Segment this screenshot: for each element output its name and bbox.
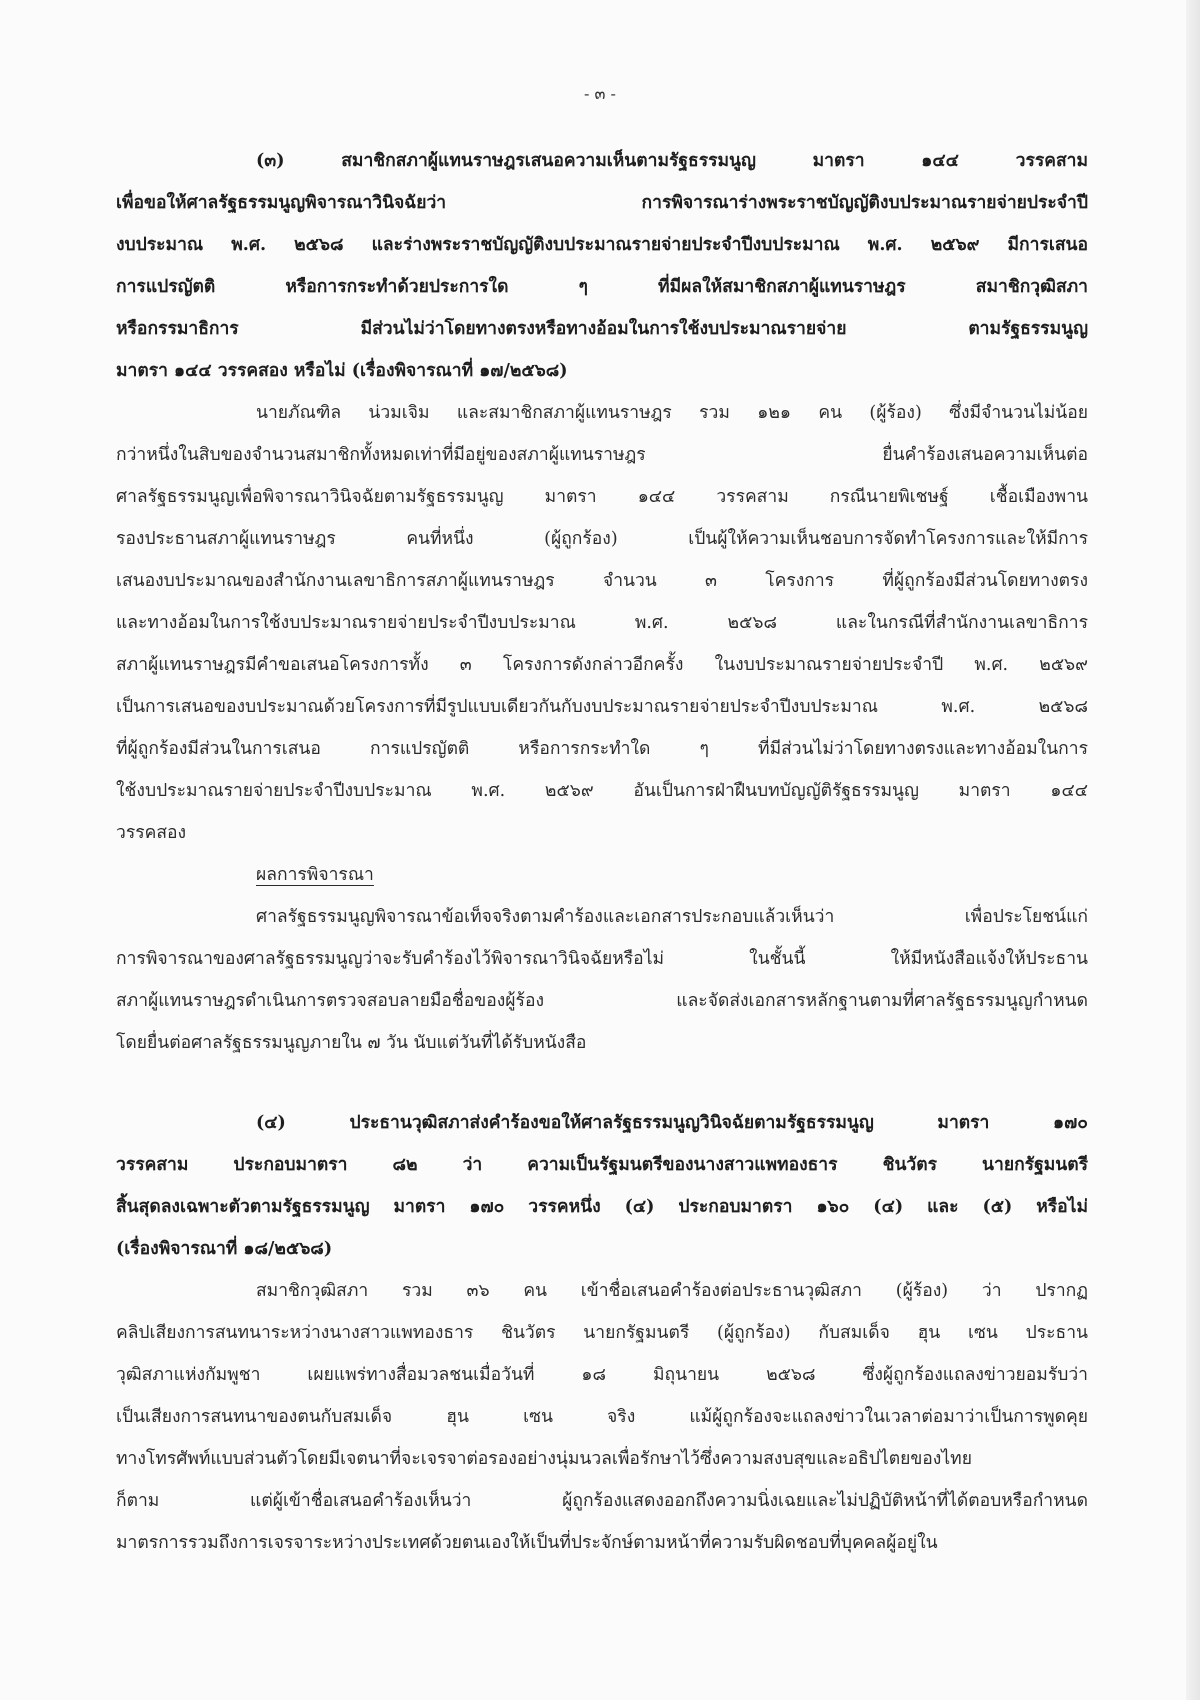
section-title-line: (เรื่องพิจารณาที่ ๑๘/๒๕๖๘) bbox=[116, 1239, 333, 1259]
paragraph-line: วรรคสอง bbox=[116, 823, 187, 843]
paragraph-line: นายภัณฑิล น่วมเจิม และสมาชิกสภาผู้แทนราษฎร รวม ๑๒๑ คน (ผู้ร้อง) ซึ่งมีจำนวนไม่น้อย bbox=[256, 403, 1088, 423]
paragraph-line: สภาผู้แทนราษฎรดำเนินการตรวจสอบลายมือชื่อของผู้ร้อง และจัดส่งเอกสารหลักฐานตามที่ศาลรัฐธรรมนูญกำหนด bbox=[116, 991, 1088, 1011]
paragraph-line: คลิปเสียงการสนทนาระหว่างนางสาวแพทองธาร ชินวัตร นายกรัฐมนตรี (ผู้ถูกร้อง) กับสมเด็จ ฮุน เซน ประธาน bbox=[116, 1323, 1088, 1343]
paragraph-line: ศาลรัฐธรรมนูญเพื่อพิจารณาวินิจฉัยตามรัฐธรรมนูญ มาตรา ๑๔๔ วรรคสาม กรณีนายพิเชษฐ์ เชื้อเมืองพาน bbox=[116, 487, 1088, 507]
section-title-line: (๓) สมาชิกสภาผู้แทนราษฎรเสนอความเห็นตามรัฐธรรมนูญ มาตรา ๑๔๔ วรรคสาม bbox=[256, 151, 1088, 171]
result-heading bbox=[116, 854, 1088, 896]
paragraph-line: สมาชิกวุฒิสภา รวม ๓๖ คน เข้าชื่อเสนอคำร้องต่อประธานวุฒิสภา (ผู้ร้อง) ว่า ปรากฏ bbox=[256, 1281, 1088, 1301]
paragraph-line: มาตรการรวมถึงการเจรจาระหว่างประเทศด้วยตนเองให้เป็นที่ประจักษ์ตามหน้าที่ความรับผิดชอบที่บุคคลผู้อยู่ใน bbox=[116, 1533, 938, 1553]
paragraph-line: รองประธานสภาผู้แทนราษฎร คนที่หนึ่ง (ผู้ถูกร้อง) เป็นผู้ให้ความเห็นชอบการจัดทำโครงการและให้มีการ bbox=[116, 529, 1088, 549]
section-title-line: หรือกรรมาธิการ มีส่วนไม่ว่าโดยทางตรงหรือทางอ้อมในการใช้งบประมาณรายจ่าย ตามรัฐธรรมนูญ bbox=[116, 319, 1088, 339]
section-title-line: การแปรญัตติ หรือการกระทำด้วยประการใด ๆ ที่มีผลให้สมาชิกสภาผู้แทนราษฎร สมาชิกวุฒิสภา bbox=[116, 277, 1088, 297]
paragraph-line: เป็นการเสนอของบประมาณด้วยโครงการที่มีรูปแบบเดียวกันกับงบประมาณรายจ่ายประจำปีงบประมาณ พ.ศ. ๒๕๖๘ bbox=[116, 697, 1088, 717]
section-4-body bbox=[116, 1270, 1088, 1564]
section-title-line: วรรคสาม ประกอบมาตรา ๘๒ ว่า ความเป็นรัฐมนตรีของนางสาวแพทองธาร ชินวัตร นายกรัฐมนตรี bbox=[116, 1155, 1088, 1175]
paragraph-line: ก็ตาม แต่ผู้เข้าชื่อเสนอคำร้องเห็นว่า ผู้ถูกร้องแสดงออกถึงความนิ่งเฉยและไม่ปฏิบัติหน้าที่ได้ตอบหรือกำหนด bbox=[116, 1491, 1088, 1511]
section-4-title bbox=[116, 1102, 1088, 1270]
section-title-line: เพื่อขอให้ศาลรัฐธรรมนูญพิจารณาวินิจฉัยว่า การพิจารณาร่างพระราชบัญญัติงบประมาณรายจ่ายประจำปี bbox=[116, 193, 1088, 213]
paragraph-line: สภาผู้แทนราษฎรมีคำขอเสนอโครงการทั้ง ๓ โครงการดังกล่าวอีกครั้ง ในงบประมาณรายจ่ายประจำปี พ.ศ. ๒๕๖๙ bbox=[116, 655, 1088, 675]
paragraph-line: ศาลรัฐธรรมนูญพิจารณาข้อเท็จจริงตามคำร้องและเอกสารประกอบแล้วเห็นว่า เพื่อประโยชน์แก่ bbox=[256, 907, 1088, 927]
paragraph-line: ใช้งบประมาณรายจ่ายประจำปีงบประมาณ พ.ศ. ๒๕๖๙ อันเป็นการฝ่าฝืนบทบัญญัติรัฐธรรมนูญ มาตรา ๑๔๔ bbox=[116, 781, 1088, 801]
result-body bbox=[116, 896, 1088, 1064]
paragraph-line: กว่าหนึ่งในสิบของจำนวนสมาชิกทั้งหมดเท่าที่มีอยู่ของสภาผู้แทนราษฎร ยื่นคำร้องเสนอความเห็นต่อ bbox=[116, 445, 1088, 465]
paragraph-line: ที่ผู้ถูกร้องมีส่วนในการเสนอ การแปรญัตติ หรือการกระทำใด ๆ ที่มีส่วนไม่ว่าโดยทางตรงและทางอ้อมในการ bbox=[116, 739, 1088, 759]
paragraph-line: ทางโทรศัพท์แบบส่วนตัวโดยมีเจตนาที่จะเจรจาต่อรองอย่างนุ่มนวลเพื่อรักษาไว้ซึ่งความสงบสุขและอธิปไตยของไทย bbox=[116, 1449, 972, 1469]
section-title-line: มาตรา ๑๔๔ วรรคสอง หรือไม่ (เรื่องพิจารณาที่ ๑๗/๒๕๖๘) bbox=[116, 361, 568, 381]
paragraph-line: การพิจารณาของศาลรัฐธรรมนูญว่าจะรับคำร้องไว้พิจารณาวินิจฉัยหรือไม่ ในชั้นนี้ ให้มีหนังสือแจ้งให้ประธาน bbox=[116, 949, 1088, 969]
section-3-body bbox=[116, 392, 1088, 854]
section-title-line: สิ้นสุดลงเฉพาะตัวตามรัฐธรรมนูญ มาตรา ๑๗๐ วรรคหนึ่ง (๔) ประกอบมาตรา ๑๖๐ (๔) และ (๕) หรือไม่ bbox=[116, 1197, 1088, 1217]
section-title-line: (๔) ประธานวุฒิสภาส่งคำร้องขอให้ศาลรัฐธรรมนูญวินิจฉัยตามรัฐธรรมนูญ มาตรา ๑๗๐ bbox=[256, 1113, 1088, 1133]
section-gap bbox=[116, 1064, 1088, 1102]
section-3-title bbox=[116, 140, 1088, 392]
paragraph-line: โดยยื่นต่อศาลรัฐธรรมนูญภายใน ๗ วัน นับแต่วันที่ได้รับหนังสือ bbox=[116, 1033, 587, 1053]
paragraph-line: วุฒิสภาแห่งกัมพูชา เผยแพร่ทางสื่อมวลชนเมื่อวันที่ ๑๘ มิถุนายน ๒๕๖๘ ซึ่งผู้ถูกร้องแถลงข่าวยอมรับว่า bbox=[116, 1365, 1088, 1385]
paragraph-line: และทางอ้อมในการใช้งบประมาณรายจ่ายประจำปีงบประมาณ พ.ศ. ๒๕๖๘ และในกรณีที่สำนักงานเลขาธิการ bbox=[116, 613, 1088, 633]
document-body bbox=[116, 140, 1088, 1564]
result-heading-text: ผลการพิจารณา bbox=[256, 865, 374, 885]
section-title-line: งบประมาณ พ.ศ. ๒๕๖๘ และร่างพระราชบัญญัติงบประมาณรายจ่ายประจำปีงบประมาณ พ.ศ. ๒๕๖๙ มีการเสนอ bbox=[116, 235, 1088, 255]
paragraph-line: เป็นเสียงการสนทนาของตนกับสมเด็จ ฮุน เซน จริง แม้ผู้ถูกร้องจะแถลงข่าวในเวลาต่อมาว่าเป็นการพูดคุย bbox=[116, 1407, 1088, 1427]
paragraph-line: เสนองบประมาณของสำนักงานเลขาธิการสภาผู้แทนราษฎร จำนวน ๓ โครงการ ที่ผู้ถูกร้องมีส่วนโดยทางตรง bbox=[116, 571, 1088, 591]
page-number: - ๓ - bbox=[584, 84, 616, 103]
page-edge-shadow bbox=[1186, 0, 1200, 1700]
